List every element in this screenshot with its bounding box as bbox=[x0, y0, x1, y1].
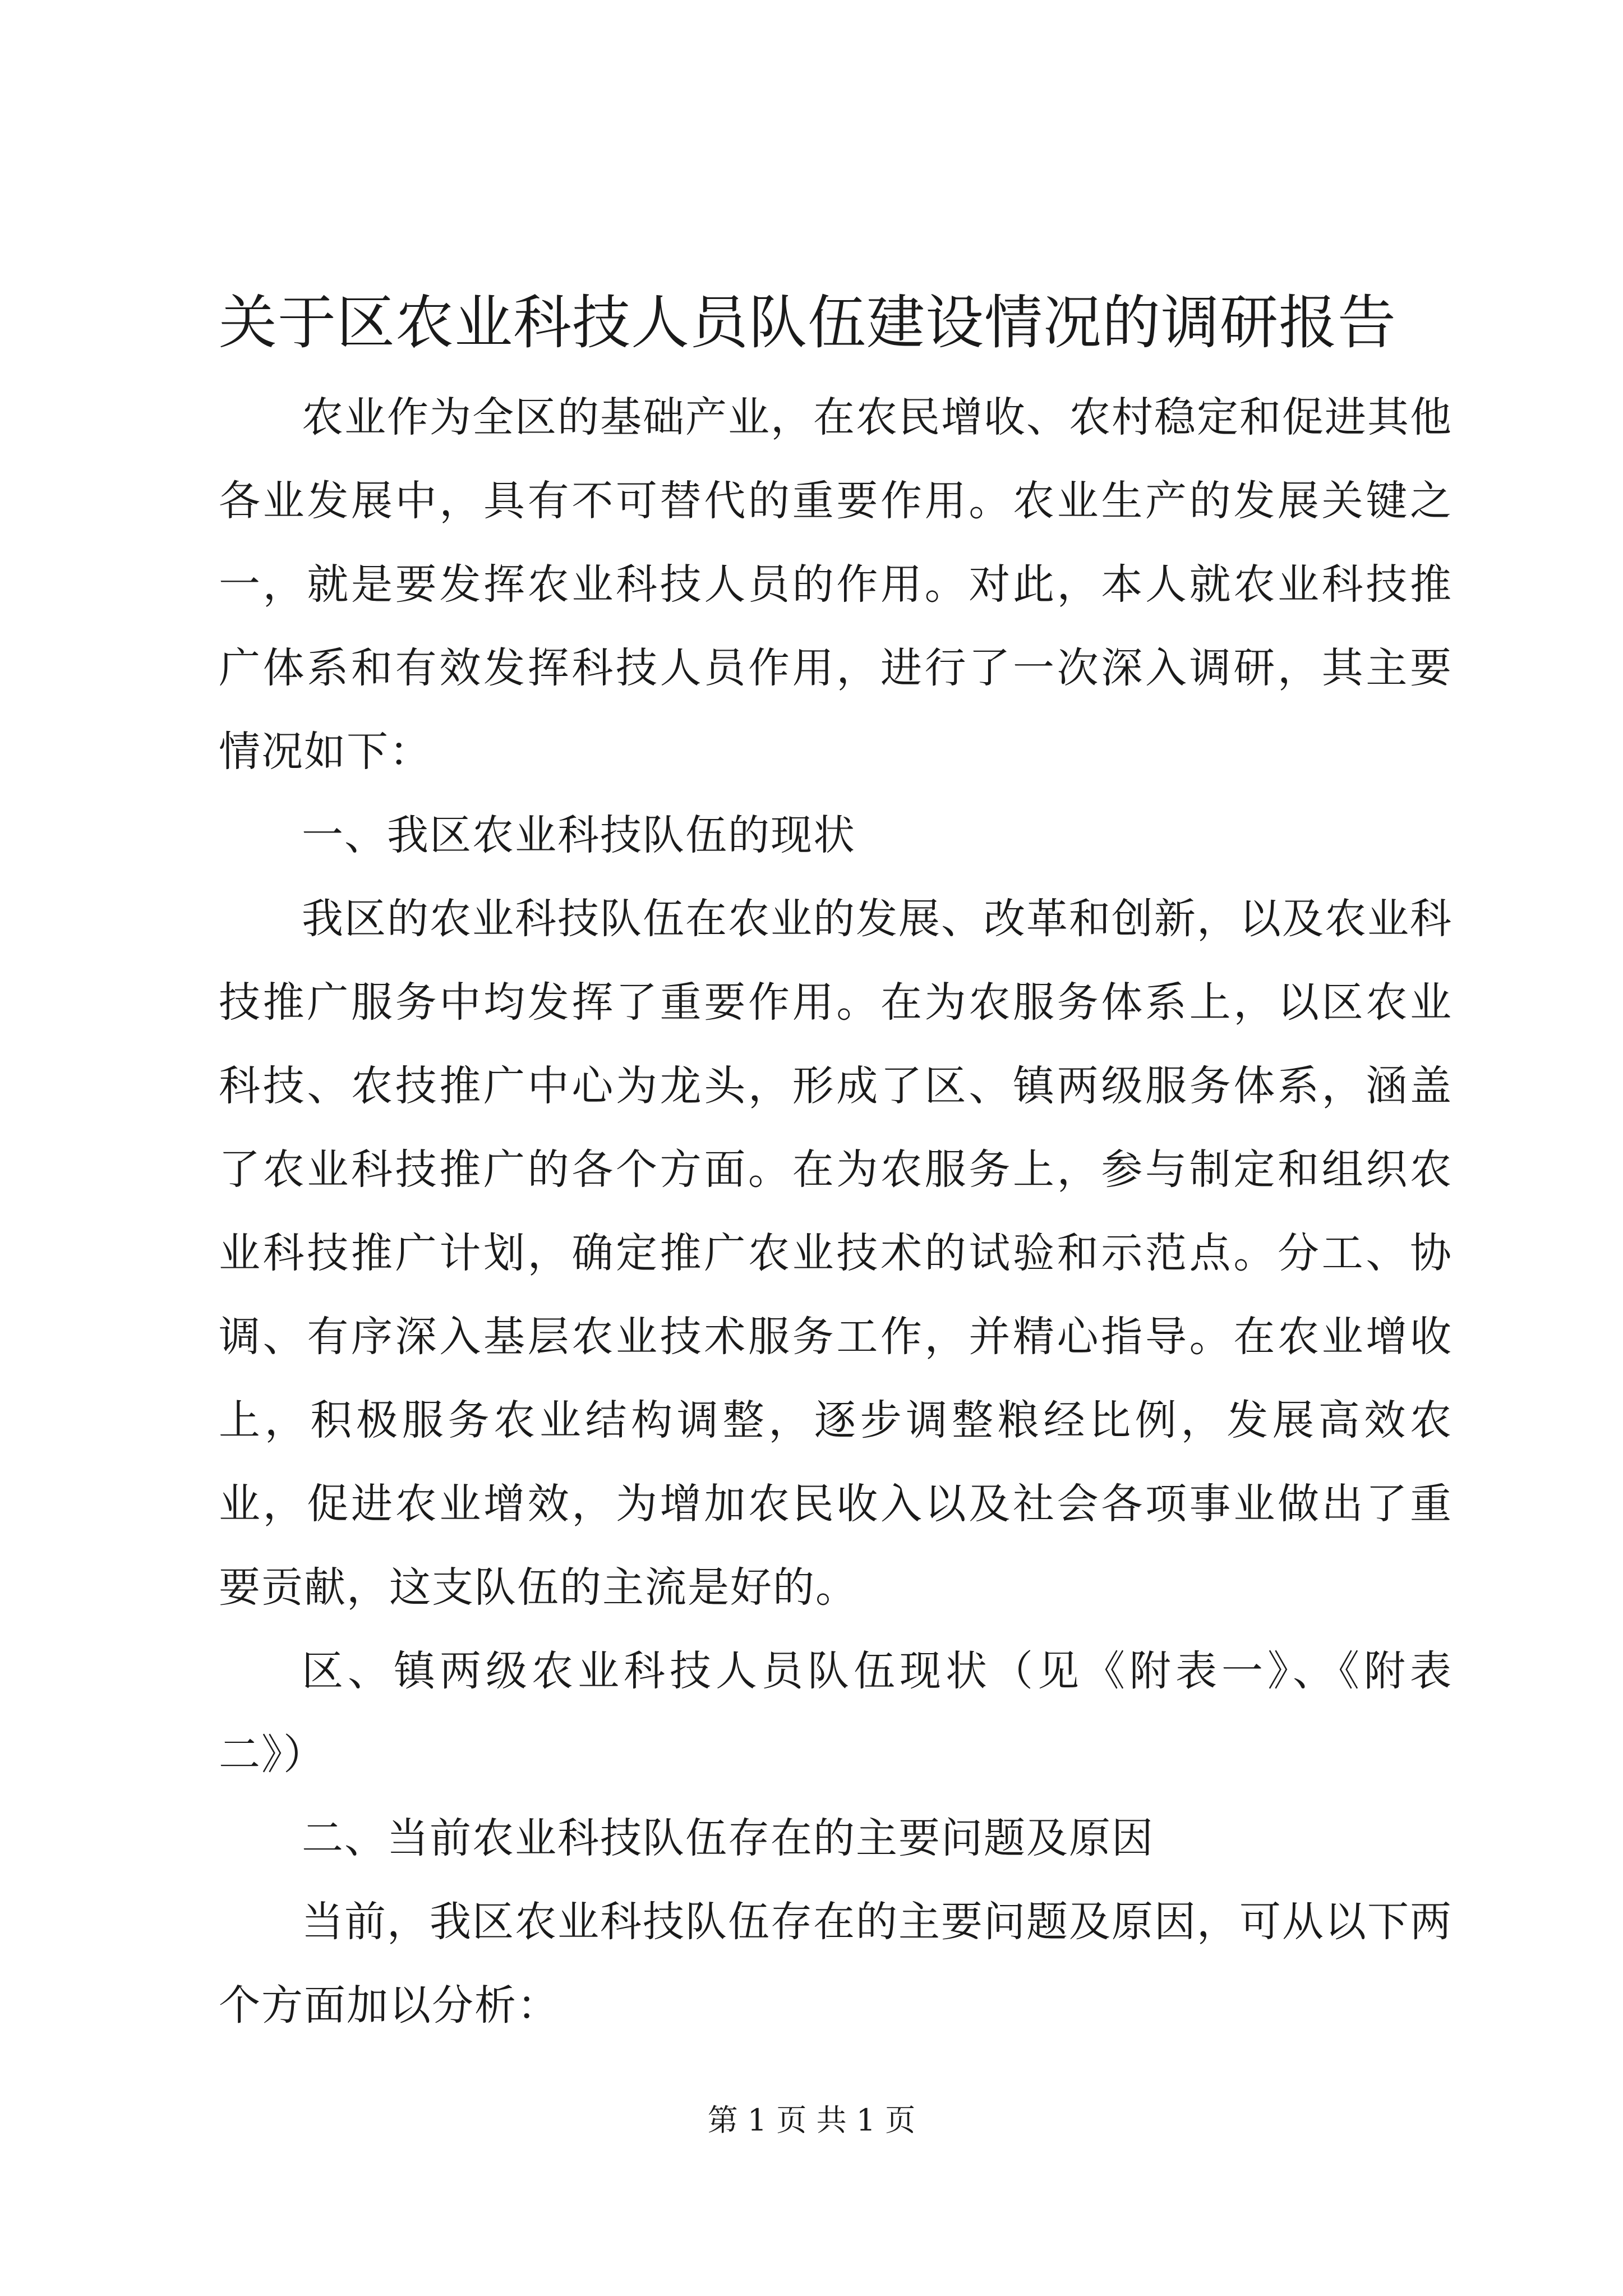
document-title: 关于区农业科技人员队伍建设情况的调研报告 bbox=[219, 288, 1397, 357]
section-2-paragraph: 当前，我区农业科技队伍存在的主要问题及原因，可从以下两个方面加以分析： bbox=[219, 1898, 1453, 2030]
section-1-paragraph: 我区的农业科技队伍在农业的发展、改革和创新，以及农业科技推广服务中均发挥了重要作用。在为农服务体系上，以区农业科技、农技推广中心为龙头，形成了区、镇两级服务体系，涵盖了农业科技推广的各个方面。在为农服务上，参与制定和组织农业科技推广计划，确定推广农业技术的试验和示范点。分工、协调、有序深入基层农业技术服务工作，并精心指导。在农业增收上，积极服务农业结构调整，逐步调整粮经比例，发展高效农业，促进农业增效，为增加农民收入以及社会各项事业做出了重要贡献，这支队伍的主流是好的。 bbox=[219, 895, 1453, 1612]
page-footer: 第 1 页 共 1 页 bbox=[707, 2102, 916, 2138]
section-heading-1: 一、我区农业科技队伍的现状 bbox=[302, 811, 856, 859]
intro-paragraph: 农业作为全区的基础产业，在农民增收、农村稳定和促进其他各业发展中，具有不可替代的重要作用。农业生产的发展关键之一，就是要发挥农业科技人员的作用。对此，本人就农业科技推广体系和有效发挥科技人员作用，进行了一次深入调研，其主要情况如下： bbox=[219, 393, 1453, 776]
document-body bbox=[219, 376, 1453, 2047]
section-heading-2: 二、当前农业科技队伍存在的主要问题及原因 bbox=[302, 1814, 1154, 1862]
appendix-reference-paragraph: 区、镇两级农业科技人员队伍现状（见《附表一》、《附表二》） bbox=[219, 1647, 1453, 1779]
